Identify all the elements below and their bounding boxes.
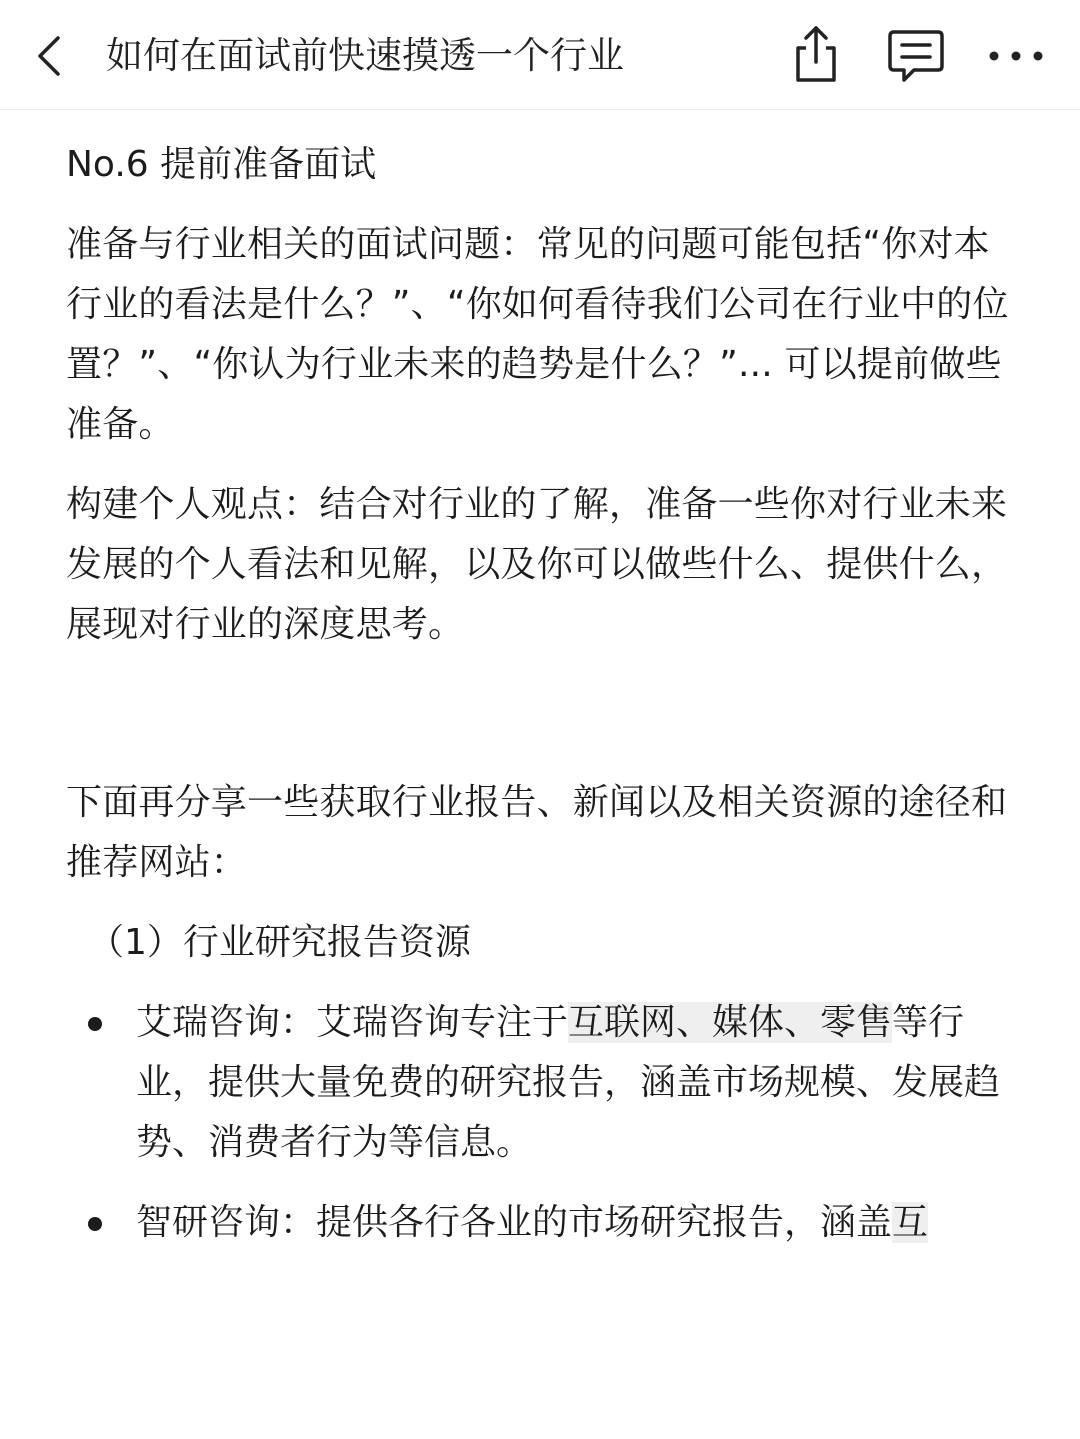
item-text-rest: 等行业，提供大量免费的研究报告，涵盖市场规模、发展趋势、消费者行为等信息。 xyxy=(136,1002,1001,1163)
paragraph-personal-view: 构建个人观点：结合对行业的了解，准备一些你对行业未来发展的个人看法和见解，以及你可以做些什么、提供什么，展现对行业的深度思考。 xyxy=(66,484,1008,645)
top-bar xyxy=(0,0,1080,110)
section-title: No.6 提前准备面试 xyxy=(66,144,377,185)
comment-button[interactable] xyxy=(884,22,948,86)
comment-icon xyxy=(884,22,948,86)
more-button[interactable] xyxy=(984,22,1048,86)
list-item xyxy=(66,1193,1026,1253)
page-title: 如何在面试前快速摸透一个行业 xyxy=(106,34,624,77)
paragraph-resources-intro: 下面再分享一些获取行业报告、新闻以及相关资源的途径和推荐网站： xyxy=(66,782,1008,883)
article-body xyxy=(66,135,1026,1253)
chevron-left-icon xyxy=(28,30,72,82)
subheading-research-reports: （1）行业研究报告资源 xyxy=(88,922,471,963)
resource-list xyxy=(66,993,1026,1253)
list-item xyxy=(66,993,1026,1173)
bullet-dot-icon xyxy=(88,1217,102,1231)
more-icon xyxy=(984,22,1048,86)
highlighted-text: 互 xyxy=(892,1202,929,1243)
share-button[interactable] xyxy=(784,22,848,86)
item-text: 艾瑞咨询：艾瑞咨询专注于 xyxy=(136,1002,569,1043)
back-button[interactable] xyxy=(28,30,72,82)
bullet-dot-icon xyxy=(88,1017,102,1031)
highlighted-text: 互联网、媒体、零售 xyxy=(568,1002,893,1043)
item-text: 智研咨询：提供各行各业的市场研究报告，涵盖 xyxy=(136,1202,893,1243)
share-icon xyxy=(784,22,848,86)
paragraph-interview-questions: 准备与行业相关的面试问题：常见的问题可能包括“你对本行业的看法是什么？”、“你如何看待我们公司在行业中的位置？”、“你认为行业未来的趋势是什么？”... 可以提前做些准备。 xyxy=(66,224,1009,445)
